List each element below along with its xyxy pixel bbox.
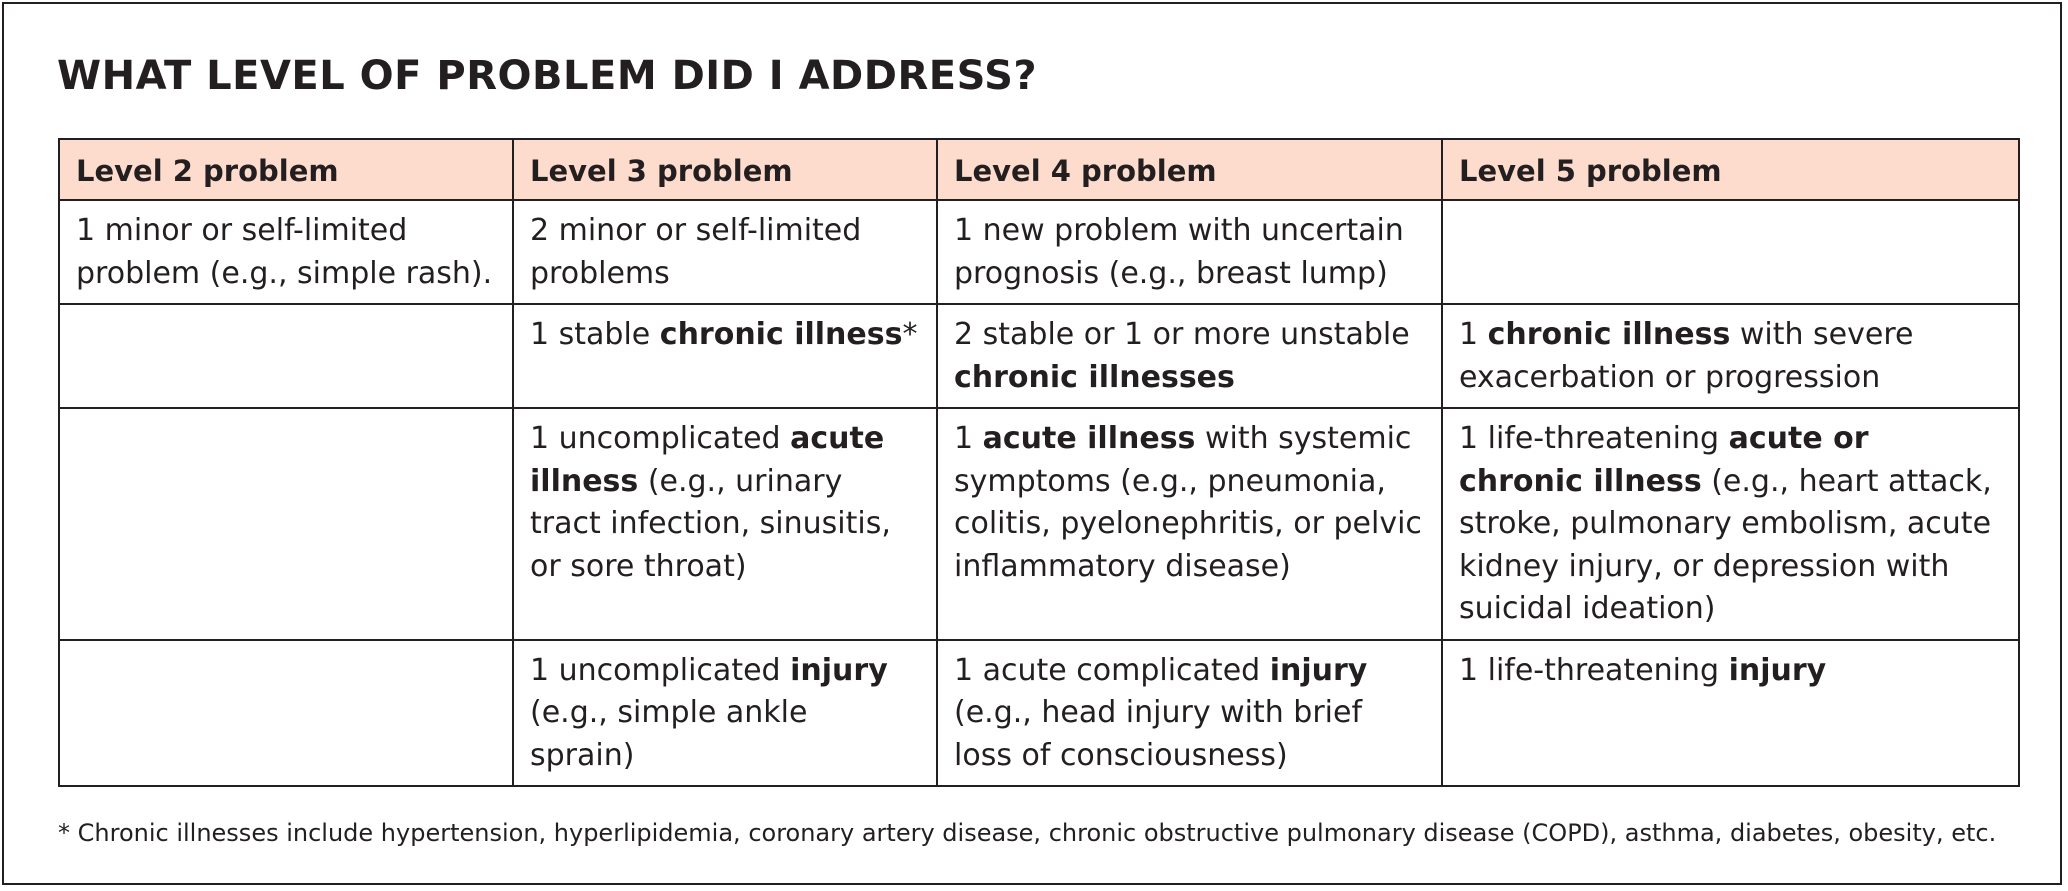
cell-level-2 <box>59 640 513 787</box>
cell-level-5 <box>1442 640 2019 787</box>
cell-text: with severe exacerbation or progression <box>1459 317 1914 395</box>
cell-emphasis: injury <box>1728 652 1827 688</box>
problem-level-table <box>58 138 2020 787</box>
cell-text: 1 <box>954 421 983 456</box>
footnote: * Chronic illnesses include hypertension, hyperlipidemia, coronary artery disease, chronic obstructive pulmonary disease (COPD), asthma, diabetes, obesity, etc. <box>58 819 1997 847</box>
table-row <box>59 640 2019 787</box>
cell-level-4 <box>937 304 1442 408</box>
cell-text: with systemic symptoms (e.g., pneumonia, colitis, pyelonephritis, or pelvic inflammatory disease) <box>954 421 1422 584</box>
cell-emphasis: acute illness <box>530 421 885 499</box>
cell-emphasis: acute or chronic illness <box>1459 421 1869 499</box>
header-level-3: Level 3 problem <box>513 139 937 200</box>
cell-text: 2 stable or 1 or more unstable <box>954 317 1410 352</box>
header-level-4: Level 4 problem <box>937 139 1442 200</box>
cell-text: 1 life-threatening <box>1459 421 1729 456</box>
header-level-5: Level 5 problem <box>1442 139 2019 200</box>
cell-text: (e.g., simple ankle sprain) <box>530 695 808 773</box>
cell-level-2 <box>59 408 513 640</box>
cell-text: 1 acute complicated <box>954 652 1270 688</box>
cell-level-2 <box>59 200 513 304</box>
cell-text: (e.g., head injury with brief loss of consciousness) <box>954 695 1363 773</box>
cell-level-2 <box>59 304 513 408</box>
cell-emphasis: injury <box>790 652 888 688</box>
cell-text: 1 new problem with uncertain prognosis (e.g., breast lump) <box>954 213 1404 291</box>
cell-level-5 <box>1442 304 2019 408</box>
cell-emphasis: chronic illness <box>659 317 903 352</box>
cell-text: 1 stable <box>530 317 660 352</box>
cell-level-3 <box>513 640 937 787</box>
cell-level-3 <box>513 408 937 640</box>
cell-text: (e.g., heart attack, stroke, pulmonary embolism, acute kidney injury, or depression with suicidal ideation) <box>1459 463 1992 626</box>
cell-text: 1 minor or self-limited problem (e.g., simple rash). <box>76 213 493 291</box>
header-level-2: Level 2 problem <box>59 139 513 200</box>
figure-frame <box>2 2 2062 885</box>
cell-text: 1 uncomplicated <box>530 421 791 456</box>
cell-text: * <box>902 317 918 352</box>
cell-level-4 <box>937 200 1442 304</box>
cell-text: 1 life-threatening <box>1459 652 1729 688</box>
cell-level-3 <box>513 200 937 304</box>
cell-emphasis: chronic illnesses <box>954 359 1235 395</box>
cell-level-5 <box>1442 408 2019 640</box>
cell-text: 1 <box>1459 317 1488 352</box>
cell-emphasis: injury <box>1269 652 1368 688</box>
table-row <box>59 408 2019 640</box>
cell-emphasis: acute illness <box>982 421 1196 456</box>
table-row <box>59 304 2019 408</box>
cell-level-4 <box>937 640 1442 787</box>
cell-emphasis: chronic illness <box>1487 317 1731 352</box>
table-row <box>59 200 2019 304</box>
cell-level-3 <box>513 304 937 408</box>
page-title: WHAT LEVEL OF PROBLEM DID I ADDRESS? <box>57 53 1038 99</box>
cell-text: 2 minor or self-limited problems <box>530 213 862 291</box>
cell-text: 1 uncomplicated <box>530 652 791 688</box>
table-header-row <box>59 139 2019 200</box>
cell-text: (e.g., urinary tract infection, sinusitis, or sore throat) <box>530 463 891 584</box>
cell-level-5 <box>1442 200 2019 304</box>
cell-level-4 <box>937 408 1442 640</box>
